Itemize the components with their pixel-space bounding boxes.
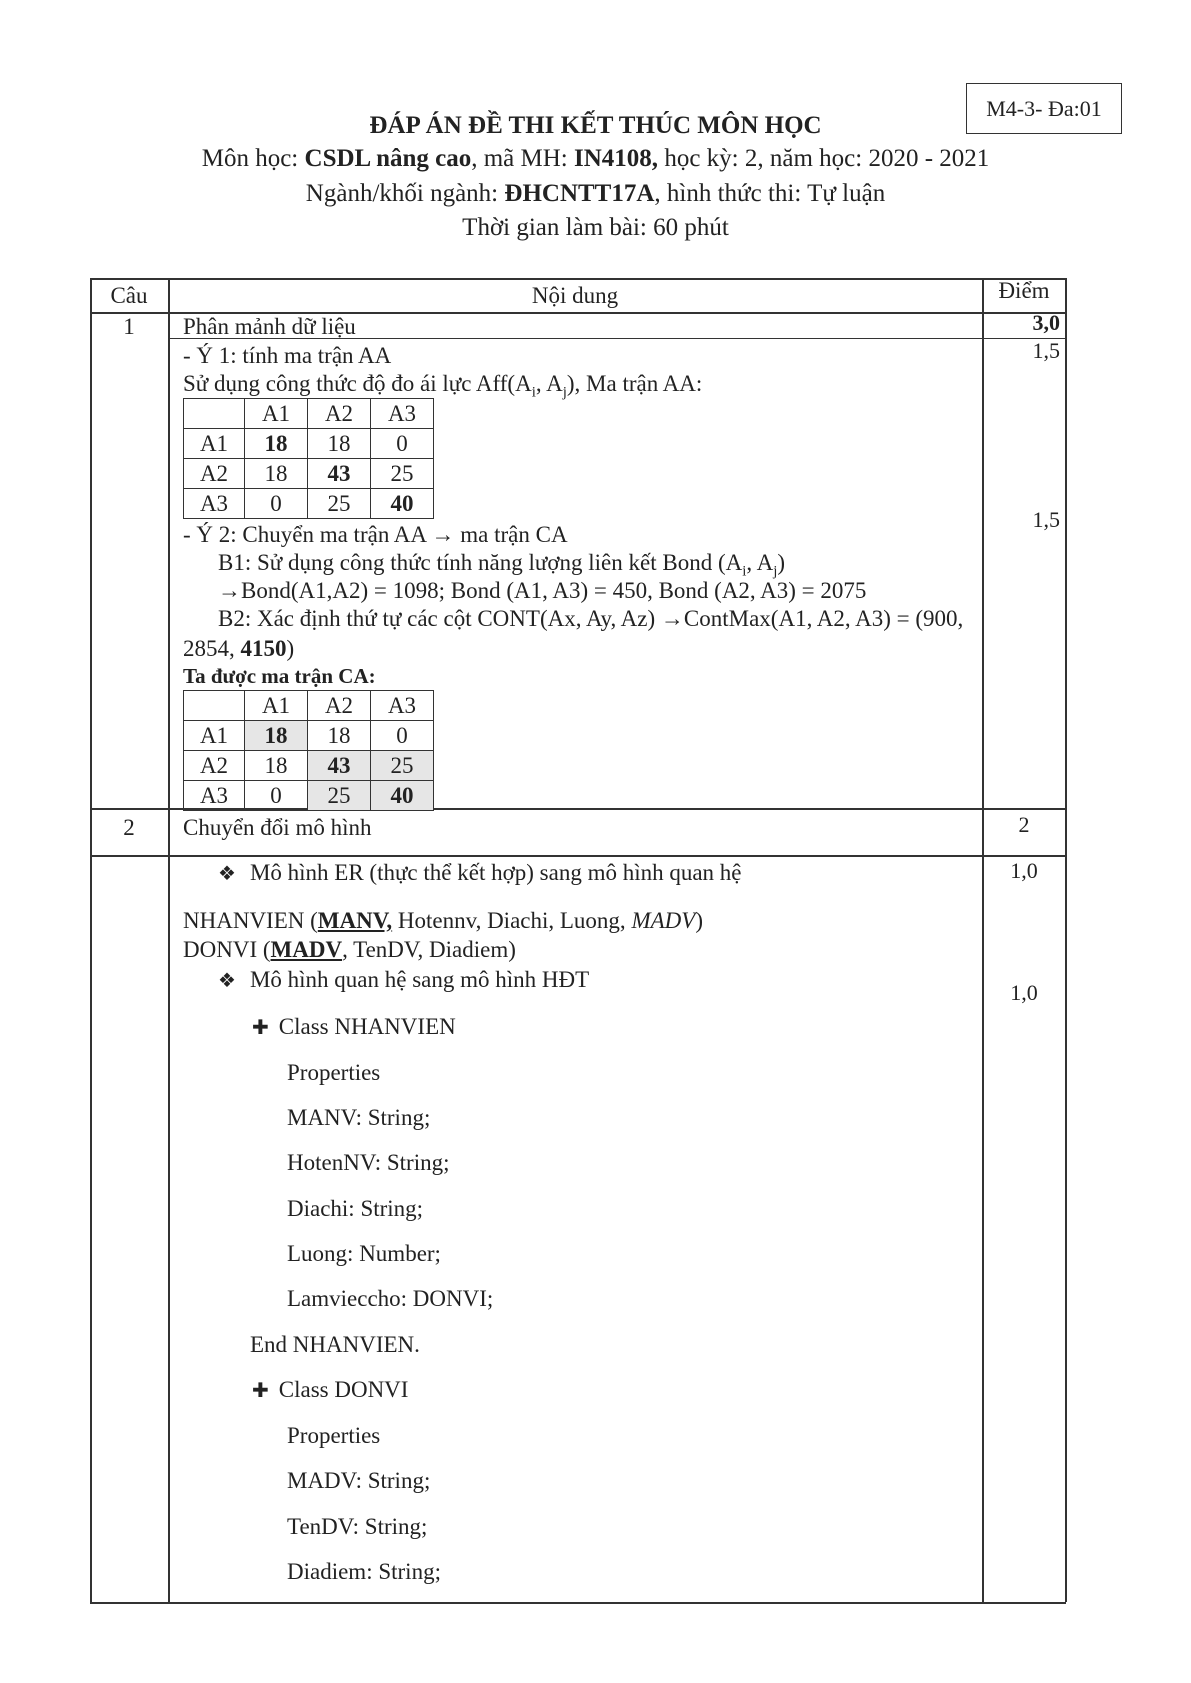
q2-section1-title: Mô hình ER (thực thể kết hợp) sang mô hình quan hệ: [249, 860, 742, 885]
bond-desc-mid: , A: [746, 550, 774, 575]
matrix-col-header: A1: [245, 399, 308, 429]
nv-end: ): [695, 908, 703, 933]
table-border-bottom: [90, 1602, 1066, 1604]
subject-suffix: học kỳ: 2, năm học: 2020 - 2021: [658, 145, 990, 172]
matrix-col-header: A3: [371, 691, 434, 721]
dv-prefix: DONVI (: [183, 937, 271, 962]
q2-section1: [218, 860, 742, 886]
matrix-corner: [184, 691, 245, 721]
bond-desc-end: ): [777, 550, 786, 575]
table-col-divider-2: [982, 278, 984, 1602]
matrix-cell: 25: [371, 459, 434, 489]
class-nhanvien-header: [252, 1014, 456, 1040]
q2-section2-title: Mô hình quan hệ sang mô hình HĐT: [249, 967, 590, 992]
class-nhanvien-title: Class NHANVIEN: [278, 1014, 456, 1039]
matrix-ca: [183, 690, 434, 811]
class-nhanvien-line: Diachi: String;: [287, 1196, 424, 1221]
matrix-cell: 0: [371, 429, 434, 459]
q1-part1-score: 1,5: [1032, 338, 1060, 363]
col-header-question: Câu: [110, 283, 148, 308]
matrix-cell: 40: [371, 781, 434, 811]
subject-prefix: Môn học:: [201, 145, 305, 172]
matrix-aa: [183, 398, 434, 519]
aff-desc-end: ), Ma trận AA:: [566, 371, 703, 396]
page-title: ĐÁP ÁN ĐỀ THI KẾT THÚC MÔN HỌC: [369, 112, 822, 139]
cont-suffix: ): [286, 636, 295, 661]
class-donvi-line: Properties: [287, 1423, 381, 1448]
major-prefix: Ngành/khối ngành:: [305, 180, 505, 207]
matrix-col-header: A2: [308, 691, 371, 721]
arrow-bullet-icon: ✚: [252, 1380, 269, 1402]
q1-part2-title: - Ý 2: Chuyển ma trận AA → ma trận CA: [183, 522, 568, 547]
matrix-col-header: A2: [308, 399, 371, 429]
matrix-cell: 18: [245, 429, 308, 459]
class-nhanvien-line: HotenNV: String;: [287, 1150, 450, 1175]
class-nhanvien-line: MANV: String;: [287, 1105, 431, 1130]
class-donvi-line: Diadiem: String;: [287, 1559, 441, 1584]
matrix-row-header: A3: [184, 781, 245, 811]
diamond-bullet-icon: ❖: [218, 863, 236, 885]
matrix-cell: 0: [371, 721, 434, 751]
matrix-col-header: A1: [245, 691, 308, 721]
q1-part1-desc: [183, 371, 702, 402]
q2-number: 2: [123, 815, 135, 840]
matrix-cell: 43: [308, 751, 371, 781]
aff-desc-a: Sử dụng công thức độ đo ái lực Aff(A: [183, 371, 532, 396]
bond-desc-a: B1: Sử dụng công thức tính năng lượng liên kết Bond (A: [218, 550, 743, 575]
cont-max: 4150: [240, 636, 287, 661]
q1-step2-cont: [183, 636, 294, 662]
q1-title: Phân mảnh dữ liệu: [183, 314, 356, 339]
q1-ca-label: Ta được ma trận CA:: [183, 664, 376, 688]
table-border-right: [1065, 278, 1067, 1602]
subject-code: IN4108,: [574, 145, 659, 172]
matrix-cell: 40: [371, 489, 434, 519]
q1-step2: B2: Xác định thứ tự các cột CONT(Ax, Ay, Az) →ContMax(A1, A2, A3) = (900,: [218, 606, 964, 631]
diamond-bullet-icon: ❖: [218, 970, 236, 992]
table-border-top: [90, 278, 1066, 280]
q2-title-divider: [90, 855, 1066, 857]
matrix-cell: 18: [245, 459, 308, 489]
arrow-bullet-icon: ✚: [252, 1017, 269, 1039]
matrix-row-header: A2: [184, 459, 245, 489]
matrix-col-header: A3: [371, 399, 434, 429]
table-border-left: [90, 278, 92, 1602]
q1-score: 3,0: [1032, 310, 1060, 335]
matrix-cell: 18: [245, 721, 308, 751]
q1-number: 1: [123, 314, 135, 339]
relation-nhanvien: [183, 908, 703, 934]
aff-desc-i: i: [531, 384, 536, 401]
q1-bond-values: →Bond(A1,A2) = 1098; Bond (A1, A3) = 450, Bond (A2, A3) = 2075: [218, 578, 867, 603]
matrix-cell: 18: [308, 721, 371, 751]
matrix-cell: 18: [308, 429, 371, 459]
class-nhanvien-end: End NHANVIEN.: [250, 1332, 420, 1357]
aff-desc-mid: , A: [535, 371, 563, 396]
q2-section1-score: 1,0: [1010, 858, 1038, 883]
matrix-cell: 0: [245, 489, 308, 519]
nv-foreign-key: MADV: [631, 908, 696, 933]
relation-donvi: [183, 937, 516, 963]
matrix-cell: 25: [371, 751, 434, 781]
q1-part2-score: 1,5: [1032, 507, 1060, 532]
matrix-row-header: A1: [184, 429, 245, 459]
matrix-row-header: A1: [184, 721, 245, 751]
q2-section2-score: 1,0: [1010, 980, 1038, 1005]
matrix-cell: 43: [308, 459, 371, 489]
col-header-content: Nội dung: [531, 283, 619, 308]
duration-line: Thời gian làm bài: 60 phút: [462, 214, 729, 241]
q2-score: 2: [1018, 812, 1030, 837]
q1-step1: [218, 550, 785, 581]
matrix-row-header: A2: [184, 751, 245, 781]
class-nhanvien-line: Lamvieccho: DONVI;: [287, 1286, 494, 1311]
subject-name: CSDL nâng cao: [304, 145, 472, 172]
matrix-cell: 25: [308, 489, 371, 519]
nv-attributes: Hotennv, Diachi, Luong,: [392, 908, 632, 933]
major-suffix: , hình thức thi: Tự luận: [654, 180, 886, 207]
q2-title: Chuyển đổi mô hình: [183, 815, 372, 840]
col-header-score: Điểm: [998, 278, 1050, 303]
matrix-corner: [184, 399, 245, 429]
bond-desc-i: i: [742, 563, 747, 580]
subject-line: [0, 145, 1191, 173]
major-name: ĐHCNTT17A: [504, 180, 655, 207]
matrix-cell: 25: [308, 781, 371, 811]
class-donvi-title: Class DONVI: [278, 1377, 409, 1402]
q2-section2: [218, 967, 589, 993]
nv-prefix: NHANVIEN (: [183, 908, 318, 933]
class-nhanvien-line: Luong: Number;: [287, 1241, 441, 1266]
class-donvi-line: TenDV: String;: [287, 1514, 428, 1539]
matrix-row-header: A3: [184, 489, 245, 519]
document-code: M4-3- Đa:01: [966, 83, 1122, 134]
cont-prefix: 2854,: [183, 636, 241, 661]
class-nhanvien-line: Properties: [287, 1060, 381, 1085]
q1-part1-title: - Ý 1: tính ma trận AA: [183, 343, 392, 368]
dv-primary-key: MADV: [270, 937, 343, 962]
table-col-divider-1: [168, 278, 170, 1602]
subject-mid: , mã MH:: [471, 145, 575, 172]
bond-desc-j: j: [773, 563, 778, 580]
matrix-cell: 0: [245, 781, 308, 811]
dv-attributes: , TenDV, Diadiem): [342, 937, 516, 962]
class-donvi-header: [252, 1377, 408, 1403]
aff-desc-j: j: [562, 384, 567, 401]
class-donvi-line: MADV: String;: [287, 1468, 431, 1493]
matrix-cell: 18: [245, 751, 308, 781]
nv-primary-key: MANV,: [317, 908, 393, 933]
major-line: [0, 180, 1191, 208]
